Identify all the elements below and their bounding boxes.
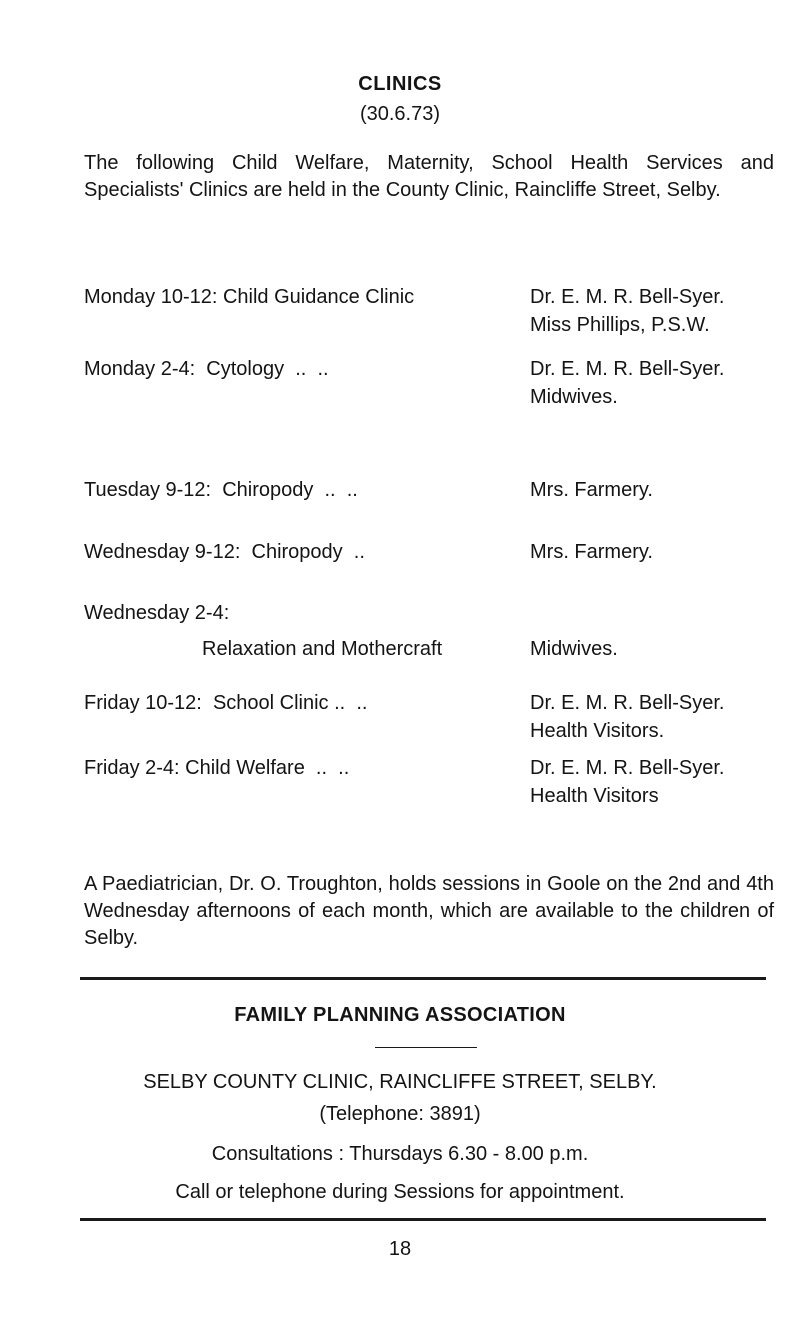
clinics-date: (30.6.73)	[359, 103, 441, 125]
schedule-staff: Health Visitors.	[530, 720, 665, 742]
schedule-session: Monday 10-12: Child Guidance Clinic	[84, 286, 415, 308]
schedule-session: Wednesday 9-12: Chiropody ..	[84, 541, 365, 563]
fpa-address: SELBY COUNTY CLINIC, RAINCLIFFE STREET, SELBY.	[143, 1071, 657, 1093]
schedule-staff: Miss Phillips, P.S.W.	[530, 314, 710, 336]
schedule-session: Monday 2-4: Cytology .. ..	[84, 358, 329, 380]
section-divider	[80, 977, 766, 980]
schedule-session: Friday 2-4: Child Welfare .. ..	[84, 757, 350, 779]
schedule-staff: Dr. E. M. R. Bell-Syer.	[530, 692, 725, 714]
schedule-staff: Midwives.	[530, 638, 618, 660]
title-underline	[375, 1047, 477, 1048]
clinics-intro: The following Child Welfare, Maternity, School Health Services and Specialists' Clinics are held in the County Clinic, Raincliffe Street, Selby.	[84, 152, 774, 201]
fpa-title: FAMILY PLANNING ASSOCIATION	[234, 1004, 566, 1026]
page-number: 18	[388, 1238, 412, 1260]
fpa-telephone: (Telephone: 3891)	[319, 1103, 481, 1125]
schedule-staff: Dr. E. M. R. Bell-Syer.	[530, 286, 725, 308]
schedule-staff: Mrs. Farmery.	[530, 479, 653, 501]
schedule-staff: Dr. E. M. R. Bell-Syer.	[530, 757, 725, 779]
schedule-staff: Health Visitors	[530, 785, 659, 807]
schedule-session: Wednesday 2-4:	[84, 602, 230, 624]
schedule-session: Tuesday 9-12: Chiropody .. ..	[84, 479, 358, 501]
bottom-divider	[80, 1218, 766, 1221]
schedule-staff: Mrs. Farmery.	[530, 541, 653, 563]
paediatrician-note: A Paediatrician, Dr. O. Troughton, holds sessions in Goole on the 2nd and 4th Wednesday afternoons of each month, which are available to the children of Selby.	[84, 873, 774, 949]
schedule-session: Friday 10-12: School Clinic .. ..	[84, 692, 368, 714]
schedule-staff: Dr. E. M. R. Bell-Syer.	[530, 358, 725, 380]
fpa-consultations: Consultations : Thursdays 6.30 - 8.00 p.m.	[211, 1143, 589, 1165]
clinics-title: CLINICS	[358, 73, 442, 95]
fpa-appointment: Call or telephone during Sessions for appointment.	[175, 1181, 625, 1203]
schedule-sub-session: Relaxation and Mothercraft	[202, 638, 443, 660]
schedule-staff: Midwives.	[530, 386, 618, 408]
